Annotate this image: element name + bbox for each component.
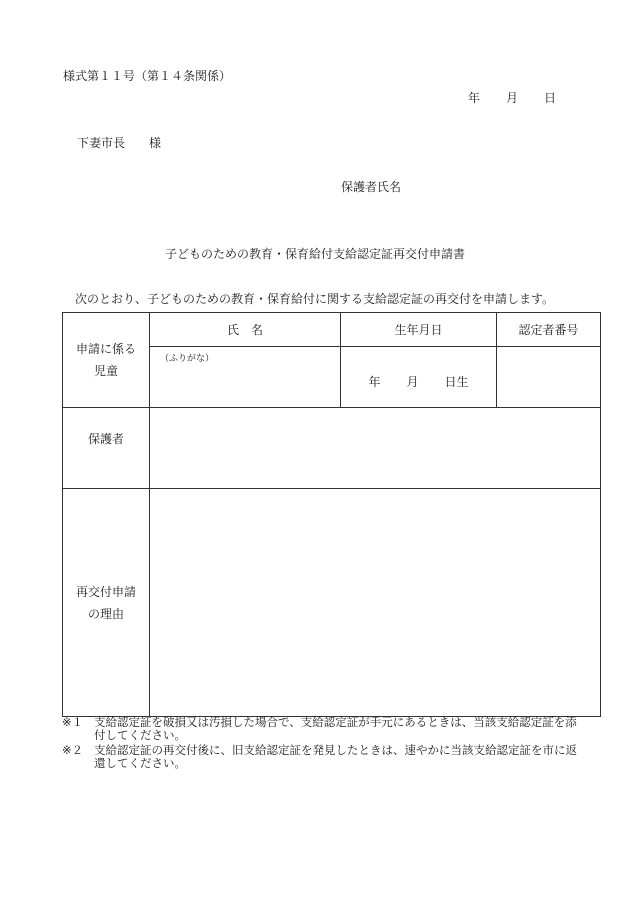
- date-month-label: 月: [506, 91, 519, 105]
- application-table: [62, 312, 601, 717]
- birth-month-label: 月: [406, 374, 419, 389]
- date-day-label: 日: [544, 91, 557, 105]
- reason-row: [63, 489, 601, 717]
- addressee: [77, 134, 161, 151]
- guardian-signature-label: 保護者氏名: [341, 180, 402, 194]
- note-mark: ※２: [62, 743, 84, 757]
- reason-label-line2: の理由: [87, 606, 124, 621]
- form-number: 様式第１１号（第１４条関係）: [63, 69, 232, 83]
- child-birthdate-field[interactable]: [341, 347, 497, 408]
- guardian-label: 保護者: [63, 408, 150, 489]
- cert-number-field[interactable]: [497, 347, 601, 408]
- birth-year-label: 年: [368, 374, 381, 389]
- child-label-cell: [63, 313, 150, 408]
- child-label-line2: 児童: [93, 364, 118, 378]
- child-label-line1: 申請に係る: [75, 342, 136, 356]
- date-year-label: 年: [468, 91, 481, 105]
- notes: [62, 716, 582, 772]
- birthdate-header: 生年月日: [341, 313, 497, 347]
- document-title: 子どものための教育・保育給付支給認定証再交付申請書: [164, 247, 465, 261]
- note-text: 支給認定証の再交付後に、旧支給認定証を発見したときは、速やかに当該支給認定証を市に返還してください。: [94, 743, 577, 770]
- reason-label-line1: 再交付申請: [75, 584, 136, 599]
- addressee-name: 下妻市長: [77, 136, 126, 150]
- note-text: 支給認定証を破損又は汚損した場合で、支給認定証が手元にあるときは、当該支給認定証を添付してください。: [94, 715, 577, 742]
- addressee-honorific: 様: [149, 136, 162, 150]
- name-header: 氏 名: [150, 313, 341, 347]
- cert-number-header: 認定者番号: [497, 313, 601, 347]
- note-item: [62, 716, 582, 742]
- child-name-field[interactable]: [150, 347, 341, 408]
- intro-text: 次のとおり、子どものための教育・保育給付に関する支給認定証の再交付を申請します。: [75, 292, 555, 306]
- reason-label-cell: [63, 489, 150, 717]
- note-mark: ※１: [62, 715, 84, 729]
- furigana-label: （ふりがな）: [160, 354, 215, 364]
- guardian-field[interactable]: [150, 408, 601, 489]
- reason-field[interactable]: [150, 489, 601, 717]
- guardian-row: [63, 408, 601, 489]
- note-item: [62, 744, 582, 770]
- birth-day-label: 日生: [444, 374, 469, 389]
- application-date: [468, 89, 556, 106]
- child-header-row: [63, 313, 601, 347]
